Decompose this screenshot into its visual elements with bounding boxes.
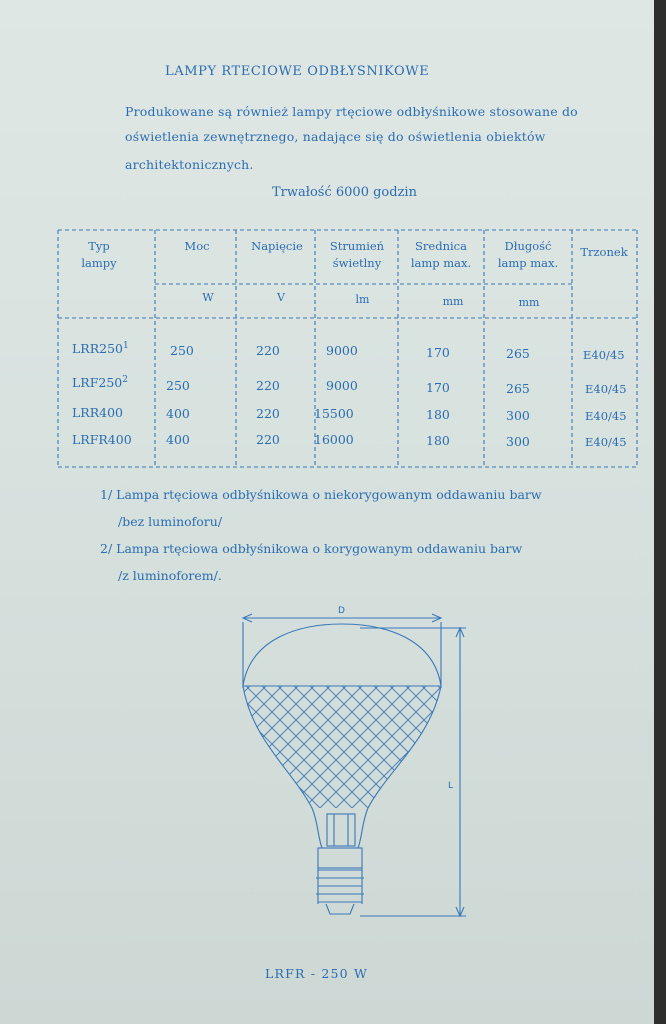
unit-flux: lm	[355, 293, 370, 306]
table-row-4-diameter: 180	[426, 433, 450, 448]
lamp-technical-drawing	[0, 600, 654, 930]
table-row-3-length: 300	[506, 408, 530, 423]
table-row-1-diameter: 170	[426, 345, 450, 360]
table-row-2-diameter: 170	[426, 380, 450, 395]
table-row-3-flux: 15500	[314, 406, 354, 421]
table-row-2-voltage: 220	[256, 378, 280, 393]
table-row-1-base: E40/45	[583, 348, 625, 362]
table-row-2-type: $LRF250^2$	[72, 375, 128, 391]
dimension-l-label: L	[448, 781, 454, 791]
unit-voltage: V	[277, 291, 285, 304]
header-base: Trzonek	[580, 245, 628, 259]
table-row-1-voltage: 220	[256, 343, 280, 358]
footnote-1-detail: /bez luminoforu/	[118, 514, 223, 529]
dimension-d-label: D	[338, 606, 345, 616]
table-row-1-flux: 9000	[326, 343, 358, 358]
table-row-3-base: E40/45	[585, 409, 627, 423]
table-row-1-power: 250	[170, 343, 194, 358]
unit-power: W	[202, 291, 214, 304]
table-row-4-length: 300	[506, 434, 530, 449]
table-row-2-length: 265	[506, 381, 530, 396]
table-row-4-base: E40/45	[585, 435, 627, 449]
unit-length: mm	[518, 296, 540, 309]
table-row-1-type: $LRR250^1$	[72, 341, 129, 357]
header-power: Moc	[184, 239, 210, 253]
header-diameter: Srednica lamp max.	[410, 239, 472, 270]
table-row-3-voltage: 220	[256, 406, 280, 421]
table-row-1-length: 265	[506, 346, 530, 361]
table-row-3-power: 400	[166, 406, 190, 421]
table-row-2-flux: 9000	[326, 378, 358, 393]
durability-note: Trwałość 6000 godzin	[272, 185, 417, 200]
header-type: Typ lampy	[81, 239, 117, 270]
unit-diameter: mm	[442, 295, 464, 308]
footnote-1: 1/ Lampa rtęciowa odbłyśnikowa o niekorygowanym oddawaniu barw	[100, 487, 542, 502]
drawing-caption: LRFR - 250 W	[265, 966, 369, 981]
header-length: Długość lamp max.	[497, 239, 559, 270]
page-heading: LAMPY RTECIOWE ODBŁYSNIKOWE	[165, 64, 430, 79]
table-row-4-type: LRFR400	[72, 432, 132, 448]
table-row-2-base: E40/45	[585, 382, 627, 396]
table-row-2-power: 250	[166, 378, 190, 393]
header-luminous-flux: Strumień świetlny	[329, 239, 385, 270]
header-voltage: Napięcie	[251, 239, 303, 253]
table-row-3-type: LRR400	[72, 405, 123, 421]
table-row-3-diameter: 180	[426, 407, 450, 422]
table-row-4-flux: 16000	[314, 432, 354, 447]
intro-line-1: Produkowane są również lampy rtęciowe odbłyśnikowe stosowane do	[125, 104, 578, 119]
intro-line-2: oświetlenia zewnętrznego, nadające się do oświetlenia obiektów	[125, 129, 546, 144]
table-row-4-power: 400	[166, 432, 190, 447]
footnote-2-detail: /z luminoforem/.	[118, 568, 222, 583]
table-row-4-voltage: 220	[256, 432, 280, 447]
footnote-2: 2/ Lampa rtęciowa odbłyśnikowa o korygowanym oddawaniu barw	[100, 541, 523, 556]
intro-line-3: architektonicznych.	[125, 157, 254, 172]
page-edge-shadow	[654, 0, 666, 1024]
